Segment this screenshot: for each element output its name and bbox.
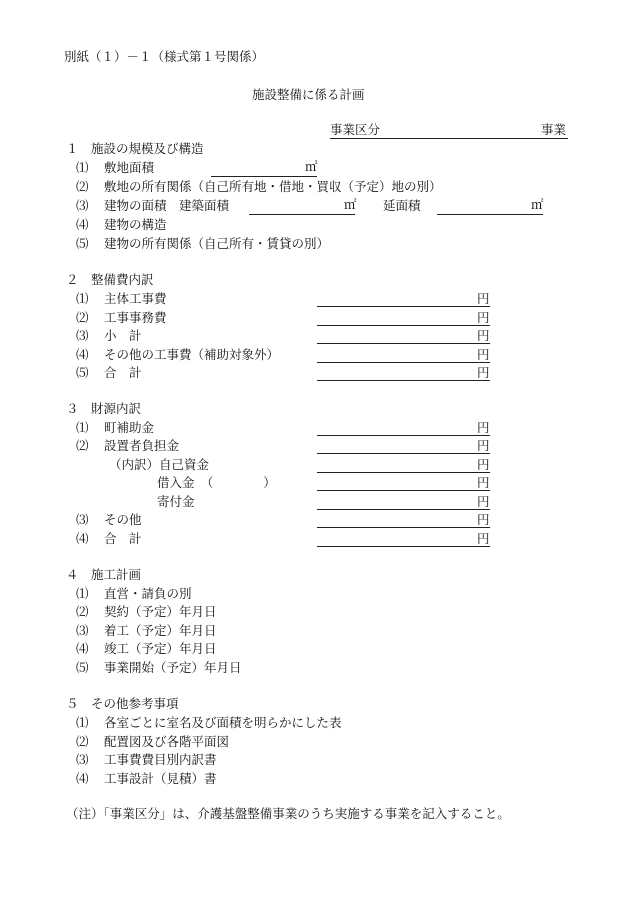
item-num: ⑴ [76,291,89,306]
item-num: ⑵ [76,604,89,619]
cost-label: その他の工事費（補助対象外） [104,347,280,362]
yen-unit: 円 [477,438,490,453]
funding-field[interactable] [317,527,490,528]
item-num: ⑸ [76,365,89,380]
item-num: ⑶ [76,198,89,213]
item-num: ⑶ [76,623,89,638]
section2-heading: ２ 整備費内訳 [66,272,154,287]
construction-label: 事業開始（予定）年月日 [104,660,242,675]
item-num: ⑵ [76,310,89,325]
reference-label: 工事設計（見積）書 [104,771,217,786]
building-ownership-label: 建物の所有関係（自己所有・賃貸の別） [104,236,330,251]
yen-unit: 円 [477,291,490,306]
floor-area-field[interactable] [437,214,543,215]
site-ownership-label: 敷地の所有関係（自己所有地・借地・買収（予定）地の別） [104,179,442,194]
yen-unit: 円 [477,457,490,472]
site-area-label: 敷地面積 [104,160,155,175]
item-num: ⑴ [76,586,89,601]
funding-field[interactable] [317,546,490,547]
item-num: ⑷ [76,531,89,546]
funding-field[interactable] [317,509,490,510]
item-num: ⑴ [76,420,89,435]
item-num: ⑷ [76,217,89,232]
yen-unit: 円 [477,328,490,343]
item-num: ⑴ [76,715,89,730]
cost-field[interactable] [317,325,490,326]
category-underline [330,138,568,139]
construction-label: 契約（予定）年月日 [104,604,217,619]
funding-field[interactable] [317,435,490,436]
item-num: ⑵ [76,179,89,194]
footnote: （注）「事業区分」は、介護基盤整備事業のうち実施する事業を記入すること。 [66,806,510,821]
site-area-unit: ㎡ [305,159,318,174]
funding-breakdown-label: 寄付金 [157,494,195,509]
building-area-label: 建物の面積 建築面積 [104,198,230,213]
item-num: ⑶ [76,328,89,343]
floor-area-unit: ㎡ [531,197,544,212]
cost-label: 工事事務費 [104,310,167,325]
cost-field[interactable] [317,306,490,307]
construction-label: 竣工（予定）年月日 [104,641,217,656]
building-structure-label: 建物の構造 [104,217,167,232]
construction-label: 直営・請負の別 [104,586,192,601]
reference-label: 工事費費目別内訳書 [104,752,217,767]
item-num: ⑸ [76,660,89,675]
form-reference: 別紙（１）－１（様式第１号関係） [64,49,265,64]
reference-label: 各室ごとに室名及び面積を明らかにした表 [104,715,342,730]
cost-field[interactable] [317,343,490,344]
yen-unit: 円 [477,310,490,325]
section1-heading: １ 施設の規模及び構造 [66,141,204,156]
yen-unit: 円 [477,365,490,380]
funding-label: その他 [104,512,142,527]
item-num: ⑶ [76,512,89,527]
cost-label: 小 計 [104,328,142,343]
section5-heading: ５ その他参考事項 [66,696,179,711]
cost-label: 主体工事費 [104,291,167,306]
yen-unit: 円 [477,420,490,435]
item-num: ⑵ [76,734,89,749]
item-num: ⑶ [76,752,89,767]
page-title: 施設整備に係る計画 [252,87,365,102]
yen-unit: 円 [477,347,490,362]
section3-heading: ３ 財源内訳 [66,401,142,416]
item-num: ⑴ [76,160,89,175]
section4-heading: ４ 施工計画 [66,567,142,582]
funding-label: 町補助金 [104,420,155,435]
funding-field[interactable] [317,453,490,454]
funding-field[interactable] [317,472,490,473]
site-area-field[interactable] [211,176,317,177]
category-suffix: 事業 [541,122,567,137]
floor-area-label: 延面積 [383,198,421,213]
cost-label: 合 計 [104,365,142,380]
funding-label: 合 計 [104,531,142,546]
yen-unit: 円 [477,531,490,546]
cost-field[interactable] [317,362,490,363]
yen-unit: 円 [477,512,490,527]
yen-unit: 円 [477,494,490,509]
funding-breakdown-label: 借入金 （ ） [157,475,276,490]
item-num: ⑷ [76,771,89,786]
funding-breakdown-label: （内訳）自己資金 [109,457,210,472]
cost-field[interactable] [317,380,490,381]
item-num: ⑷ [76,641,89,656]
yen-unit: 円 [477,475,490,490]
category-label: 事業区分 [330,122,381,137]
funding-field[interactable] [317,490,490,491]
reference-label: 配置図及び各階平面図 [104,734,230,749]
building-area-field[interactable] [249,214,355,215]
funding-label: 設置者負担金 [104,438,180,453]
construction-label: 着工（予定）年月日 [104,623,217,638]
item-num: ⑸ [76,236,89,251]
item-num: ⑷ [76,347,89,362]
item-num: ⑵ [76,438,89,453]
building-area-unit: ㎡ [344,197,357,212]
